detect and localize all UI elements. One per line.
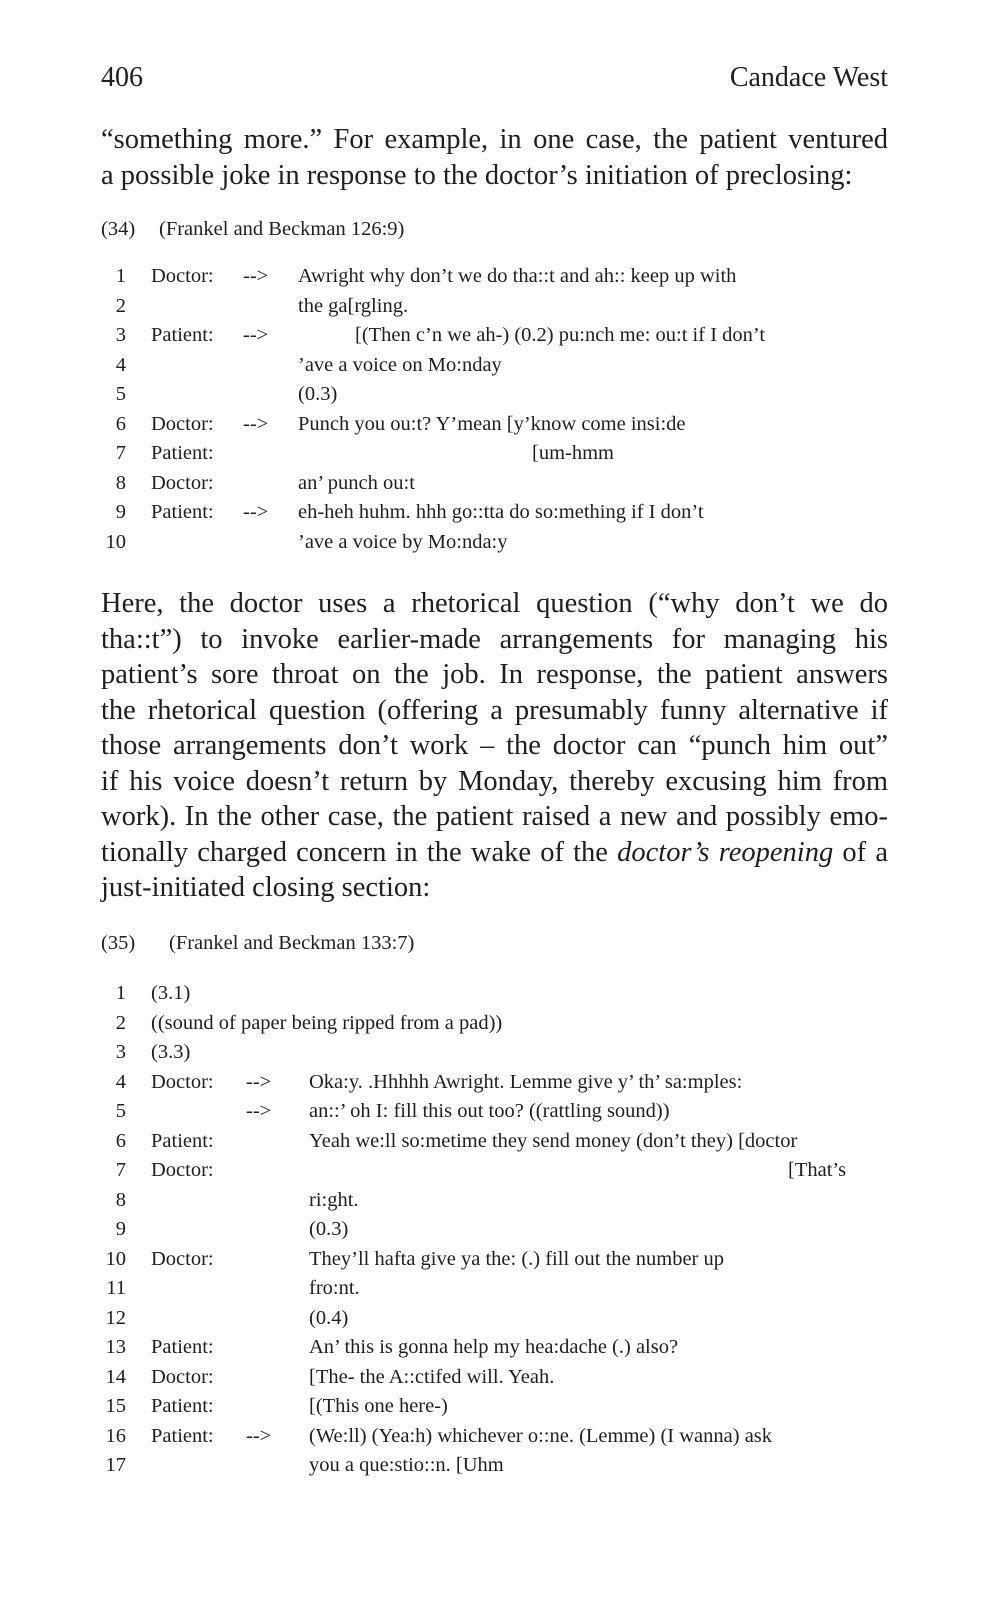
- utterance: (0.3): [309, 1218, 349, 1240]
- example-number: (34): [101, 218, 136, 240]
- transcript-row: [101, 1012, 888, 1042]
- text-line: work). In the other case, the patient raised a new and possibly emo-: [101, 801, 888, 832]
- transcript-row: [101, 1041, 888, 1071]
- transcript-row: [101, 1130, 888, 1160]
- italic-emphasis: doctor’s reopening: [617, 836, 834, 868]
- line-number: 8: [115, 1188, 126, 1211]
- speaker: Patient:: [151, 442, 214, 464]
- transcript-row: [101, 1218, 888, 1248]
- utterance: (0.4): [309, 1306, 349, 1329]
- line-number: 4: [115, 353, 126, 376]
- text-line: tha::t”) to invoke earlier-made arrangements for managing his: [101, 623, 888, 655]
- text-line: a possible joke in response to the doctor’s initiation of preclosing:: [101, 159, 853, 191]
- pause-annotation: (3.3): [151, 1041, 191, 1063]
- utterance: (0.3): [298, 383, 338, 405]
- sound-annotation: ((sound of paper being ripped from a pad)): [151, 1011, 503, 1034]
- utterance: ’ave a voice by Mo:nda:y: [298, 530, 508, 553]
- text-line: the rhetorical question (offering a presumably funny alternative if: [101, 694, 888, 726]
- line-number: 1: [115, 265, 126, 287]
- transcript-row: [101, 324, 888, 354]
- line-number: 9: [115, 501, 126, 523]
- arrow-marker: -->: [243, 501, 269, 523]
- line-number: 13: [105, 1336, 126, 1358]
- line-number: 17: [105, 1454, 126, 1476]
- transcript-row: [101, 1277, 888, 1307]
- example-source: (Frankel and Beckman 133:7): [169, 932, 415, 954]
- transcript-row: [101, 383, 888, 413]
- line-number: 5: [115, 383, 126, 405]
- transcript-row: [101, 413, 888, 443]
- line-number: 14: [105, 1365, 126, 1388]
- utterance: [(This one here-): [309, 1395, 448, 1417]
- arrow-marker: -->: [246, 1424, 272, 1447]
- speaker: Doctor:: [151, 265, 214, 287]
- transcript-row: [101, 1071, 888, 1101]
- line-number: 1: [115, 982, 126, 1004]
- text-line: [101, 835, 888, 871]
- transcript-row: [101, 1395, 888, 1425]
- transcript-row: [101, 1454, 888, 1484]
- transcript-row: [101, 982, 888, 1012]
- line-number: 2: [115, 1011, 126, 1034]
- text-line: “something more.” For example, in one case, the patient ventured: [101, 124, 888, 155]
- utterance: fro:nt.: [309, 1277, 360, 1299]
- arrow-marker: -->: [243, 412, 269, 435]
- utterance: [um-hmm: [532, 442, 614, 464]
- transcript-row: [101, 1336, 888, 1366]
- line-number: 6: [115, 1129, 126, 1152]
- text-line: patient’s sore throat on the job. In response, the patient answers: [101, 659, 888, 690]
- pause-annotation: (3.1): [151, 982, 191, 1004]
- transcript-row: [101, 442, 888, 472]
- arrow-marker: -->: [243, 324, 269, 346]
- line-number: 15: [105, 1395, 126, 1417]
- utterance: They’ll hafta give ya the: (.) fill out the number up: [309, 1247, 724, 1270]
- transcript-row: [101, 472, 888, 502]
- line-number: 9: [115, 1218, 126, 1240]
- utterance: (We:ll) (Yea:h) whichever o::ne. (Lemme) (I wanna) ask: [309, 1424, 773, 1447]
- text-line: Here, the doctor uses a rhetorical question (“why don’t we do: [101, 588, 888, 619]
- text-fragment: tionally charged concern in the wake of the: [101, 836, 618, 868]
- speaker: Patient:: [151, 1336, 214, 1358]
- example-number: (35): [101, 932, 136, 954]
- speaker: Doctor:: [151, 471, 214, 494]
- running-head-author: Candace West: [729, 62, 888, 93]
- speaker: Doctor:: [151, 412, 214, 435]
- line-number: 10: [105, 530, 126, 553]
- text-line: those arrangements don’t work – the doctor can “punch him out”: [101, 730, 888, 761]
- utterance: the ga[rgling.: [298, 294, 409, 317]
- transcript-row: [101, 1189, 888, 1219]
- utterance: ’ave a voice on Mo:nday: [298, 353, 502, 376]
- line-number: 10: [105, 1247, 126, 1270]
- utterance: Yeah we:ll so:metime they send money (don’t they) [doctor: [309, 1129, 798, 1152]
- line-number: 16: [105, 1424, 126, 1447]
- transcript-row: [101, 354, 888, 384]
- speaker: Doctor:: [151, 1070, 214, 1093]
- utterance: ri:ght.: [309, 1188, 359, 1211]
- text-line: if his voice doesn’t return by Monday, thereby excusing him from: [101, 765, 888, 797]
- speaker: Doctor:: [151, 1365, 214, 1388]
- page-number: 406: [101, 62, 143, 93]
- transcript-row: [101, 1425, 888, 1455]
- line-number: 3: [115, 1041, 126, 1063]
- transcript-row: [101, 1159, 888, 1189]
- line-number: 4: [115, 1070, 126, 1093]
- text-fragment: of a: [833, 836, 888, 868]
- running-header: [101, 62, 888, 102]
- utterance: Punch you ou:t? Y’mean [y’know come insi:de: [298, 412, 686, 435]
- arrow-marker: -->: [246, 1070, 272, 1093]
- utterance: an’ punch ou:t: [298, 471, 415, 494]
- line-number: 6: [115, 412, 126, 435]
- line-number: 3: [115, 324, 126, 346]
- transcript-row: [101, 1366, 888, 1396]
- intro-paragraph: [101, 122, 888, 193]
- line-number: 7: [115, 442, 126, 464]
- speaker: Patient:: [151, 324, 214, 346]
- arrow-marker: -->: [243, 265, 269, 287]
- line-number: 7: [115, 1159, 126, 1181]
- speaker: Doctor:: [151, 1247, 214, 1270]
- utterance: An’ this is gonna help my hea:dache (.) also?: [309, 1336, 679, 1358]
- transcript-row: [101, 501, 888, 531]
- utterance: Oka:y. .Hhhhh Awright. Lemme give y’ th’ sa:mples:: [309, 1070, 743, 1093]
- speaker: Patient:: [151, 501, 214, 523]
- utterance: an::’ oh I: fill this out too? ((rattling sound)): [309, 1100, 670, 1122]
- speaker: Patient:: [151, 1395, 214, 1417]
- text-line: just-initiated closing section:: [101, 872, 431, 903]
- transcript-row: [101, 295, 888, 325]
- utterance: [That’s: [788, 1159, 847, 1181]
- utterance: [The- the A::ctifed will. Yeah.: [309, 1365, 555, 1388]
- line-number: 8: [115, 471, 126, 494]
- speaker: Patient:: [151, 1424, 214, 1447]
- utterance: [(Then c’n we ah-) (0.2) pu:nch me: ou:t if I don’t: [355, 324, 766, 346]
- line-number: 5: [115, 1100, 126, 1122]
- utterance: Awright why don’t we do tha::t and ah:: keep up with: [298, 265, 737, 287]
- line-number: 2: [115, 294, 126, 317]
- body-paragraph: [101, 586, 888, 906]
- transcript-row: [101, 1100, 888, 1130]
- arrow-marker: -->: [246, 1100, 272, 1122]
- example-source: (Frankel and Beckman 126:9): [159, 218, 405, 240]
- line-number: 12: [105, 1306, 126, 1329]
- speaker: Patient:: [151, 1129, 214, 1152]
- transcript-row: [101, 531, 888, 561]
- transcript-row: [101, 1248, 888, 1278]
- speaker: Doctor:: [151, 1159, 214, 1181]
- line-number: 11: [106, 1277, 126, 1299]
- transcript-row: [101, 1307, 888, 1337]
- transcript-row: [101, 265, 888, 295]
- utterance: you a que:stio::n. [Uhm: [309, 1454, 504, 1476]
- utterance: eh-heh huhm. hhh go::tta do so:mething if I don’t: [298, 501, 704, 523]
